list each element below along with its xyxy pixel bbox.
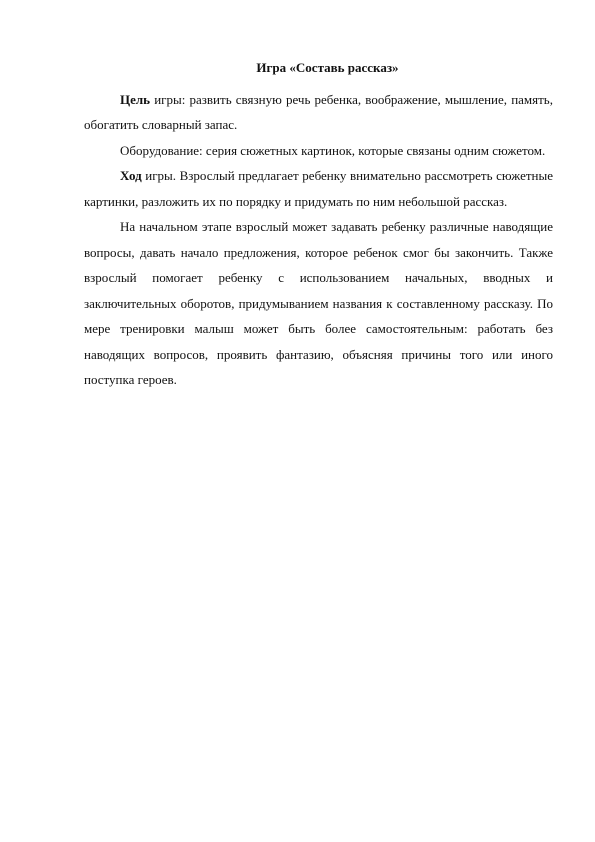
paragraph-equipment [84,138,553,164]
paragraph-initial-stage-text: На начальном этапе взрослый может задавать ребенку различные наводящие вопросы, давать начало предложения, которое ребенок смог бы закончить. Также взрослый помогает ребенку с использованием начальных, вводных и заключительных оборотов, придумыванием названия к составленному рассказу. По мере тренировки малыш может быть более самостоятельным: работать без наводящих вопросов, проявить фантазию, объясняя причины того или иного поступка героев. [84,219,553,387]
paragraph-goal [84,87,553,138]
paragraph-procedure-lead: Ход [120,168,142,183]
document-title: Игра «Составь рассказ» [256,60,399,75]
paragraph-procedure [84,163,553,214]
paragraph-goal-text: игры: развить связную речь ребенка, воображение, мышление, память, обогатить словарный запас. [84,91,553,132]
document-content [84,55,553,393]
paragraph-equipment-text: Оборудование: серия сюжетных картинок, которые связаны одним сюжетом. [120,142,546,158]
paragraph-procedure-text: игры. Взрослый предлагает ребенку внимательно рассмотреть сюжетные картинки, разложить их по порядку и придумать по ним небольшой рассказ. [84,168,553,209]
paragraph-goal-lead: Цель [120,91,151,107]
paragraph-initial-stage [84,214,553,393]
